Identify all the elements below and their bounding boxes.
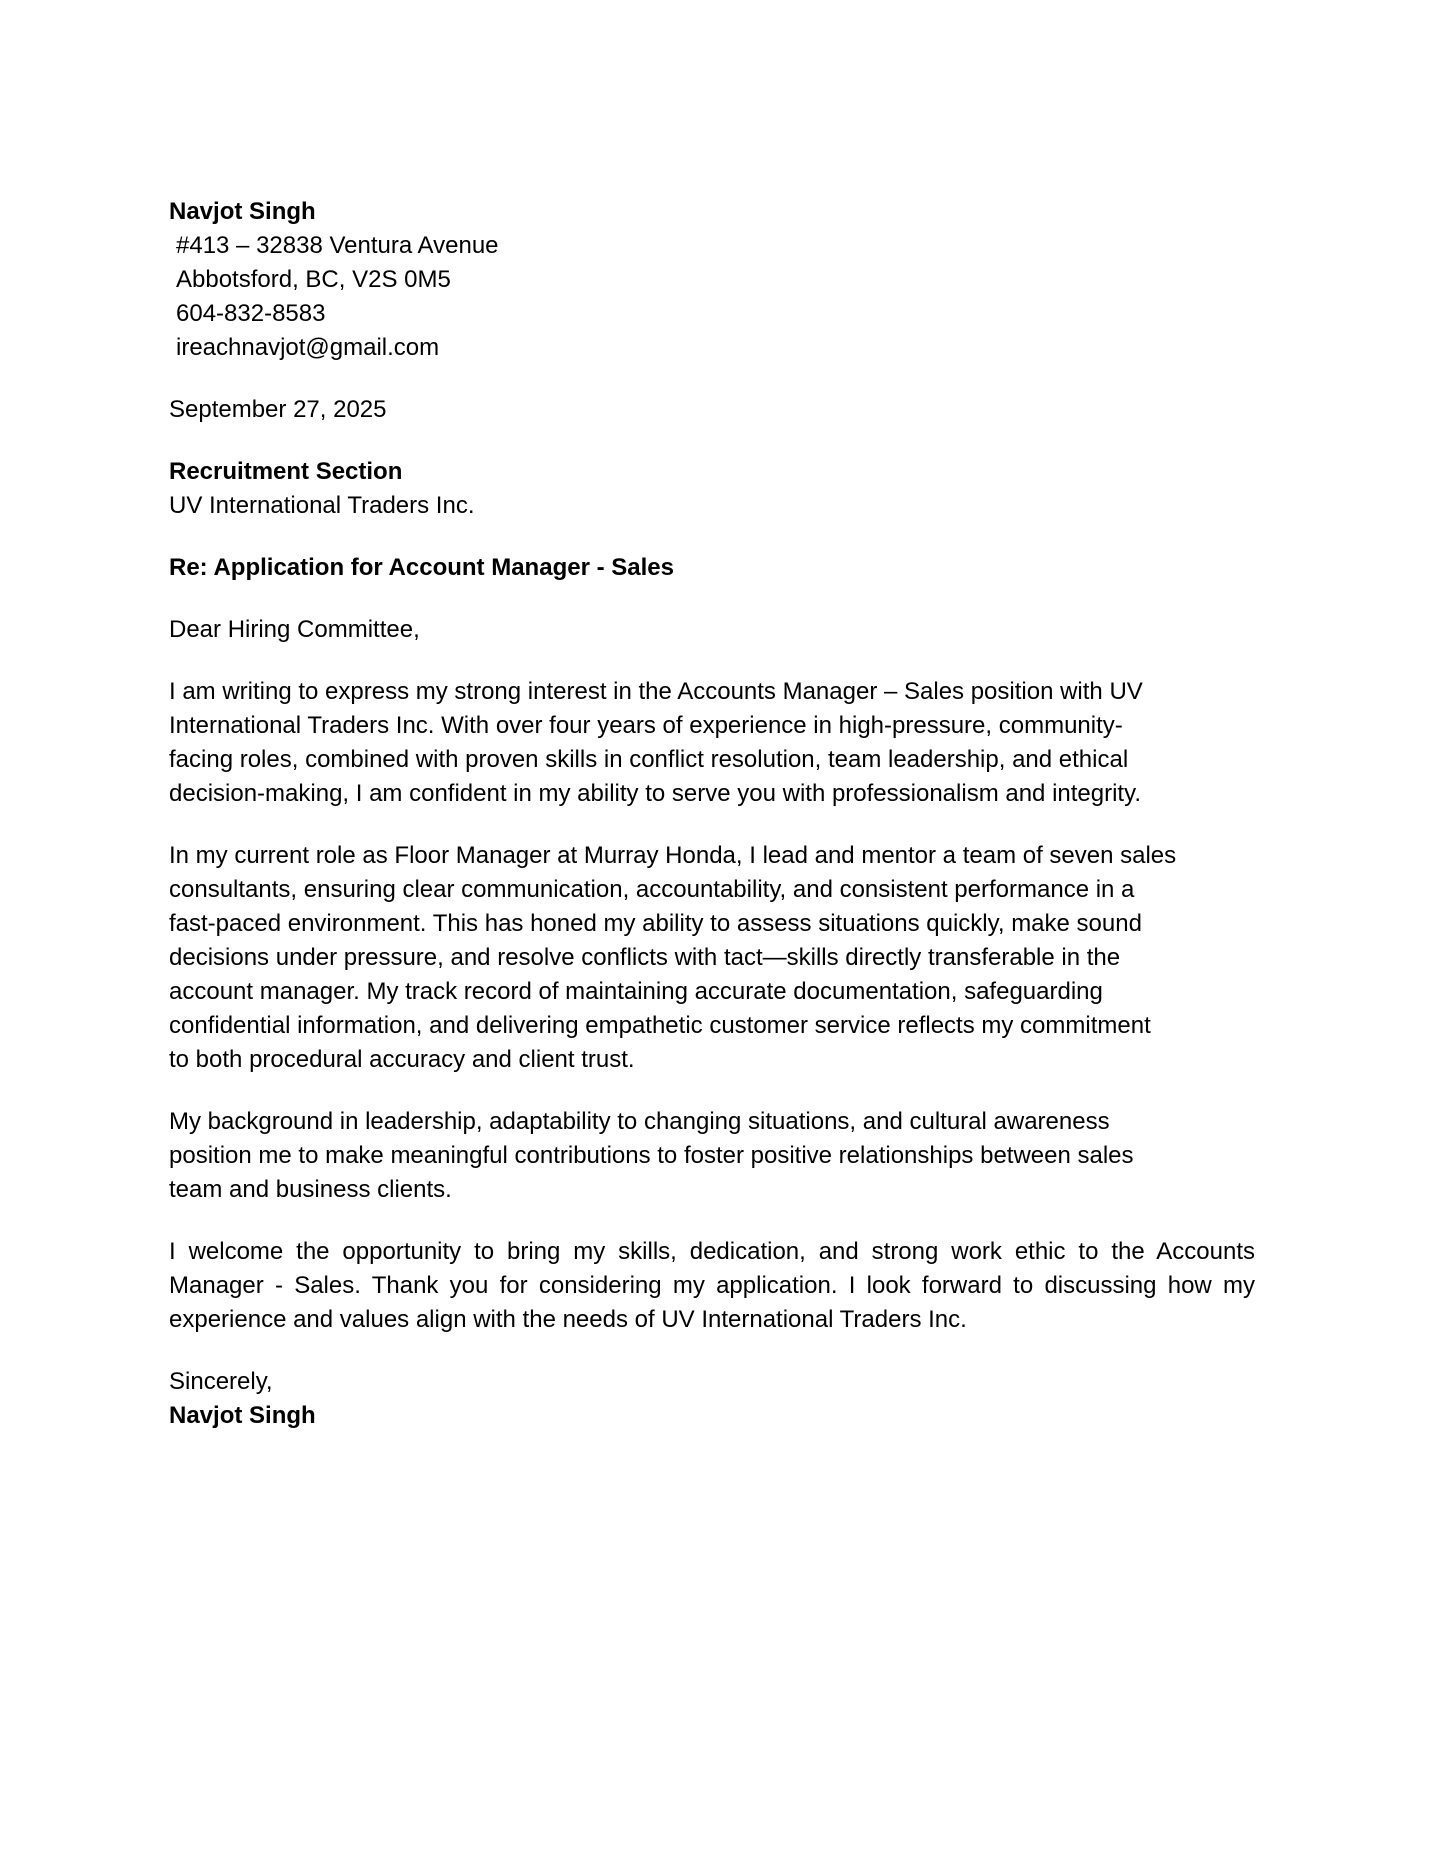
paragraph-line: position me to make meaningful contributions to foster positive relationships between sales	[169, 1142, 1134, 1169]
paragraph-line: account manager. My track record of maintaining accurate documentation, safeguarding	[169, 978, 1103, 1005]
sender-block	[169, 195, 1255, 365]
paragraph-line: International Traders Inc. With over four years of experience in high-pressure, community-	[169, 712, 1123, 739]
paragraph-line: decisions under pressure, and resolve conflicts with tact—skills directly transferable in the	[169, 944, 1121, 971]
closing-block	[169, 1365, 1255, 1433]
body-paragraph-4: I welcome the opportunity to bring my skills, dedication, and strong work ethic to the Accounts Manager - Sales. Thank you for considering my application. I look forward to discussing how my experience and values align with the needs of UV International Traders Inc.	[169, 1238, 1255, 1333]
sender-address-line1: #413 – 32838 Ventura Avenue	[176, 232, 499, 259]
sender-phone: 604-832-8583	[176, 300, 326, 327]
cover-letter-page	[169, 195, 1255, 1433]
body-paragraph-1	[169, 675, 1255, 811]
subject-block	[169, 551, 1255, 585]
recipient-department: Recruitment Section	[169, 458, 403, 485]
sender-name: Navjot Singh	[169, 198, 316, 225]
body-paragraph-2	[169, 839, 1255, 1077]
valediction: Sincerely,	[169, 1368, 273, 1395]
paragraph-line: decision-making, I am confident in my ability to serve you with professionalism and integrity.	[169, 780, 1141, 807]
salutation-block	[169, 613, 1255, 647]
paragraph-line: to both procedural accuracy and client trust.	[169, 1046, 635, 1073]
letter-date: September 27, 2025	[169, 396, 387, 423]
subject-line: Re: Application for Account Manager - Sales	[169, 554, 674, 581]
salutation: Dear Hiring Committee,	[169, 616, 420, 643]
paragraph-line: My background in leadership, adaptability to changing situations, and cultural awareness	[169, 1108, 1110, 1135]
paragraph-line: fast-paced environment. This has honed my ability to assess situations quickly, make sound	[169, 910, 1142, 937]
date-block	[169, 393, 1255, 427]
sender-email: ireachnavjot@gmail.com	[176, 334, 440, 361]
paragraph-line: I am writing to express my strong interest in the Accounts Manager – Sales position with UV	[169, 678, 1143, 705]
recipient-block	[169, 455, 1255, 523]
paragraph-line: team and business clients.	[169, 1176, 452, 1203]
sender-address-line2: Abbotsford, BC, V2S 0M5	[176, 266, 451, 293]
recipient-company: UV International Traders Inc.	[169, 492, 475, 519]
paragraph-line: consultants, ensuring clear communication, accountability, and consistent performance in a	[169, 876, 1135, 903]
signature-name: Navjot Singh	[169, 1402, 316, 1429]
paragraph-line: facing roles, combined with proven skills in conflict resolution, team leadership, and ethical	[169, 746, 1129, 773]
paragraph-line: confidential information, and delivering empathetic customer service reflects my commitment	[169, 1012, 1151, 1039]
paragraph-line: In my current role as Floor Manager at Murray Honda, I lead and mentor a team of seven sales	[169, 842, 1177, 869]
body-paragraph-3	[169, 1105, 1255, 1207]
